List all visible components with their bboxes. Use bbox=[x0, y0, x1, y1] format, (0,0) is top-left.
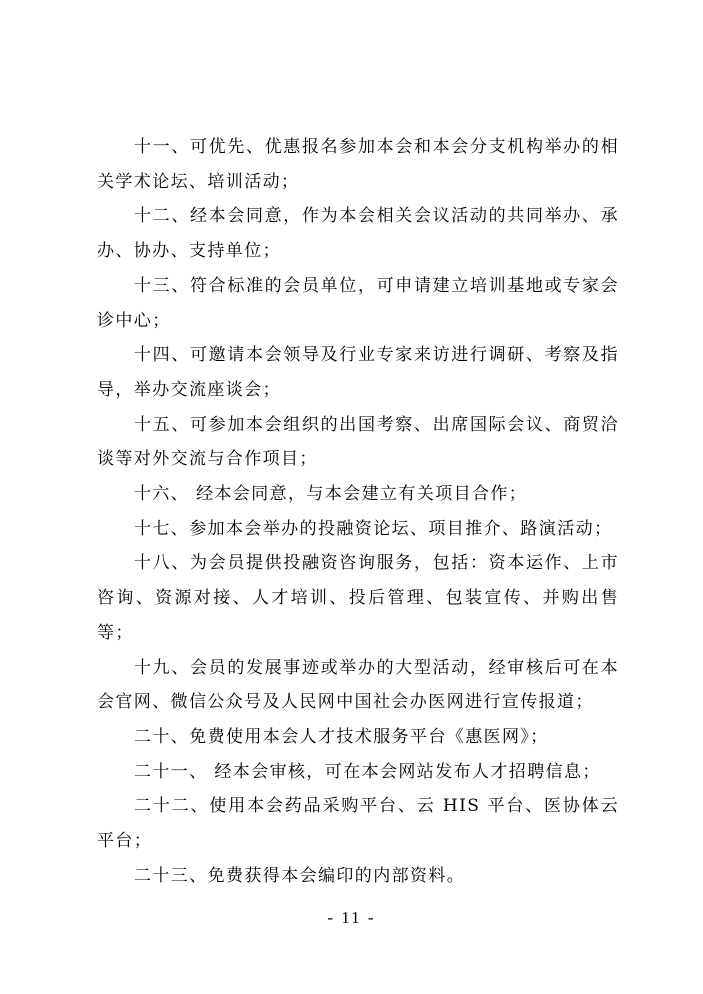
paragraph-item-23: 二十三、免费获得本会编印的内部资料。 bbox=[134, 865, 466, 886]
document-body bbox=[97, 130, 619, 893]
paragraph-item-22: 二十二、使用本会药品采购平台、云 HIS 平台、医协体云平台； bbox=[97, 796, 619, 852]
paragraph-item-17: 十七、参加本会举办的投融资论坛、项目推介、路演活动； bbox=[134, 518, 613, 539]
page-number: - 11 - bbox=[327, 908, 376, 927]
paragraph-item-14: 十四、可邀请本会领导及行业专家来访进行调研、考察及指导，举办交流座谈会； bbox=[97, 345, 619, 400]
paragraph-item-16: 十六、 经本会同意，与本会建立有关项目合作； bbox=[134, 484, 528, 505]
paragraph-item-19: 十九、会员的发展事迹或举办的大型活动，经审核后可在本会官网、微信公众号及人民网中国社会办医网进行宣传报道； bbox=[97, 657, 619, 713]
paragraph-item-18: 十八、为会员提供投融资咨询服务，包括：资本运作、上市咨询、资源对接、人才培训、投后管理、包装宣传、并购出售等； bbox=[97, 553, 619, 643]
paragraph-item-12: 十二、经本会同意，作为本会相关会议活动的共同举办、承办、协办、支持单位； bbox=[97, 206, 619, 262]
paragraph-item-13: 十三、符合标准的会员单位，可申请建立培训基地或专家会诊中心； bbox=[97, 275, 619, 331]
paragraph-item-20: 二十、免费使用本会人才技术服务平台《惠医网》； bbox=[134, 726, 549, 747]
paragraph-item-21: 二十一、 经本会审核，可在本会网站发布人才招聘信息； bbox=[134, 761, 601, 782]
paragraph-item-15: 十五、可参加本会组织的出国考察、出席国际会议、商贸洽谈等对外交流与合作项目； bbox=[97, 414, 619, 470]
paragraph-item-11: 十一、可优先、优惠报名参加本会和本会分支机构举办的相关学术论坛、培训活动； bbox=[97, 137, 619, 192]
